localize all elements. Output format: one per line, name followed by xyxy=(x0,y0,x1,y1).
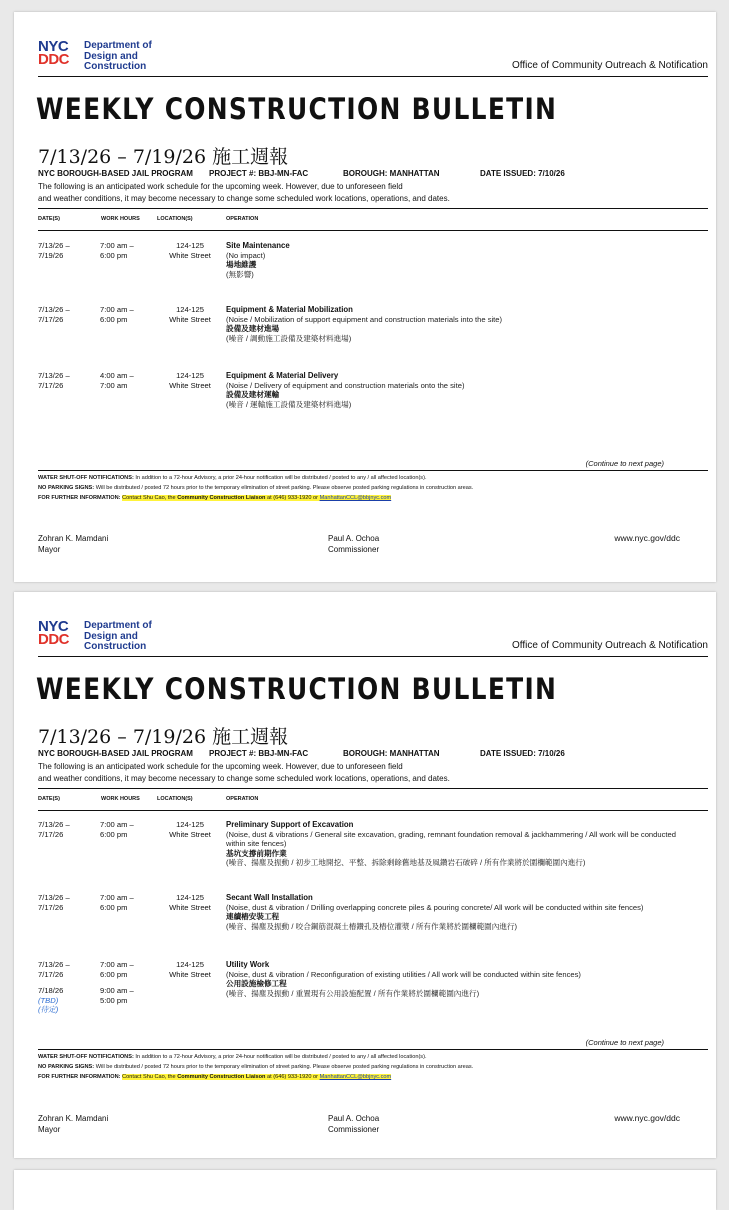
logo-nyc-text: NYC xyxy=(38,38,69,55)
header-divider xyxy=(38,656,708,657)
website-link[interactable]: www.nyc.gov/ddc xyxy=(614,533,680,543)
email-link[interactable]: ManhattanCCL@bbjnyc.com xyxy=(319,495,392,501)
footer-notices: WATER SHUT-OFF NOTIFICATIONS: In addition to a 72-hour Advisory, a prior 24-hour notification will be distributed / posted to any / all affected location(s). NO PARKING SIGNS: Will be distributed / posted 72 hours prior to the temporary elimination of street parking. Please observe posted parking regulations in construction areas. FOR FURTHER INFORMATION: Contact Shu Cao, the Community Construction Liaison at (646) 933-1920 or ManhattanCCL@bbjnyc.com xyxy=(38,475,474,501)
department-name: Department of Design and Construction xyxy=(84,40,152,72)
borough: BOROUGH: MANHATTAN xyxy=(343,749,440,758)
bulletin-title: WEEKLY CONSTRUCTION BULLETIN xyxy=(36,92,558,126)
footer-divider xyxy=(38,1049,708,1050)
operation-title: Equipment & Material Delivery xyxy=(226,371,339,380)
date-range: 7/13/26 – 7/19/26 施工週報 xyxy=(38,726,289,748)
column-header-hours: WORK HOURS xyxy=(101,796,140,802)
commissioner-signature: Paul A. Ochoa Commissioner xyxy=(328,1114,380,1134)
operation-title: Equipment & Material Mobilization xyxy=(226,305,353,314)
office-name: Office of Community Outreach & Notification xyxy=(511,60,708,71)
operation-title: Site Maintenance xyxy=(226,241,290,250)
table-top-rule xyxy=(38,208,708,209)
logo-ddc-text: DDC xyxy=(38,51,69,68)
intro-text: The following is an anticipated work schedule for the upcoming week. However, due to unforeseen field and weather conditions, it may become necessary to change some scheduled work locations, operations, and dates. xyxy=(38,762,450,783)
website-link[interactable]: www.nyc.gov/ddc xyxy=(614,1113,680,1123)
office-name: Office of Community Outreach & Notification xyxy=(511,640,708,651)
header-divider xyxy=(38,76,708,77)
bulletin-title: WEEKLY CONSTRUCTION BULLETIN xyxy=(36,672,558,706)
column-header-location: LOCATION(S) xyxy=(157,796,193,802)
logo-nyc-text: NYC xyxy=(38,618,69,635)
column-header-location: LOCATION(S) xyxy=(157,216,193,222)
nyc-ddc-logo xyxy=(38,620,158,652)
bulletin-page-1: NYC DDC Department of Design and Construction Office of Community Outreach & Notification WEEKLY CONSTRUCTION BULLETIN 7/13/26 – 7/19/26 施工週報 NYC BOROUGH-BASED JAIL PROGRAM PROJECT #: BBJ-MN-FAC BOROUGH: MANHATTAN DATE ISSUED: 7/10/26 The following is an anticipated work schedule for the upcoming week. However, due to unforeseen field and weather conditions, it may become necessary to change some scheduled work locations, operations, and dates. DATE(S) WORK HOURS LOCATION(S) OPERATION 7/13/26 – 7/19/26 7:00 am – 6:00 pm 124-125 White Street Site Maintenance (No impact) 場地維護 (無影響) 7/13/26 – 7/17/26 7:00 am – 6:00 pm 124-125 White Street Equipment & Material Mobilization (Noise / Mobilization of support equipment and construction materials into the site) 設備及建材進場 (噪音 / 調動施工設備及建築材料進場) 7/13/26 – 7/17/26 4:00 am – 7:00 am 124-125 White Street Equipment & Material Delivery (Noise / Delivery of equipment and construction materials onto the site) 設備及建材運輸 (噪音 / 運輸施工設備及建築材料進場) (Continue to next page) WATER SHUT-OFF NOTIFICATIONS: In addition to a 72-hour Advisory, a prior 24-hour notification will be distributed / posted to any / all affected location(s). NO PARKING SIGNS: Will be distributed / posted 72 hours prior to the temporary elimination of street parking. Please observe posted parking regulations in construction areas. FOR FURTHER INFORMATION: Contact Shu Cao, the Community Construction Liaison at (646) 933-1920 or ManhattanCCL@bbjnyc.com Zohran K. Mamdani Mayor Paul A. Ochoa Commissioner www.nyc.gov/ddc xyxy=(14,12,716,582)
footer-notices: WATER SHUT-OFF NOTIFICATIONS: In addition to a 72-hour Advisory, a prior 24-hour notification will be distributed / posted to any / all affected location(s). NO PARKING SIGNS: Will be distributed / posted 72 hours prior to the temporary elimination of street parking. Please observe posted parking regulations in construction areas. FOR FURTHER INFORMATION: Contact Shu Cao, the Community Construction Liaison at (646) 933-1920 or ManhattanCCL@bbjnyc.com xyxy=(38,1054,474,1080)
date-issued: DATE ISSUED: 7/10/26 xyxy=(480,749,565,758)
tbd-label-zh: (待定) xyxy=(38,1005,59,1014)
table-top-rule xyxy=(38,788,708,789)
footer-divider xyxy=(38,470,708,471)
continue-note: (Continue to next page) xyxy=(585,459,664,468)
operation-title: Secant Wall Installation xyxy=(226,893,313,902)
column-header-hours: WORK HOURS xyxy=(101,216,140,222)
tbd-label: (TBD) xyxy=(38,995,59,1005)
email-link[interactable]: ManhattanCCL@bbjnyc.com xyxy=(319,1074,392,1080)
table-header-rule xyxy=(38,230,708,231)
column-header-operation: OPERATION xyxy=(226,796,259,802)
program-name: NYC BOROUGH-BASED JAIL PROGRAM xyxy=(38,749,193,758)
intro-text: The following is an anticipated work schedule for the upcoming week. However, due to unforeseen field and weather conditions, it may become necessary to change some scheduled work locations, operations, and dates. xyxy=(38,182,450,203)
date-issued: DATE ISSUED: 7/10/26 xyxy=(480,169,565,178)
date-range: 7/13/26 – 7/19/26 施工週報 xyxy=(38,146,289,168)
continue-note: (Continue to next page) xyxy=(585,1038,664,1047)
project-number: PROJECT #: BBJ-MN-FAC xyxy=(209,749,309,758)
bulletin-page-3-partial xyxy=(14,1170,716,1210)
logo-ddc-text: DDC xyxy=(38,631,69,648)
column-header-operation: OPERATION xyxy=(226,216,259,222)
mayor-signature: Zohran K. Mamdani Mayor xyxy=(38,534,109,554)
nyc-ddc-logo xyxy=(38,40,158,72)
project-number: PROJECT #: BBJ-MN-FAC xyxy=(209,169,309,178)
department-name: Department of Design and Construction xyxy=(84,620,152,652)
column-header-dates: DATE(S) xyxy=(38,796,60,802)
bulletin-page-2: NYC DDC Department of Design and Construction Office of Community Outreach & Notification WEEKLY CONSTRUCTION BULLETIN 7/13/26 – 7/19/26 施工週報 NYC BOROUGH-BASED JAIL PROGRAM PROJECT #: BBJ-MN-FAC BOROUGH: MANHATTAN DATE ISSUED: 7/10/26 The following is an anticipated work schedule for the upcoming week. However, due to unforeseen field and weather conditions, it may become necessary to change some scheduled work locations, operations, and dates. DATE(S) WORK HOURS LOCATION(S) OPERATION 7/13/26 – 7/17/26 7:00 am – 6:00 pm 124-125 White Street Preliminary Support of Excavation (Noise, dust & vibrations / General site excavation, grading, remnant foundation removal & jackhammering / All work will be conducted within site fences) 基坑支撐前期作業 (噪音、揚塵及振動 / 初步工地開挖、平整、拆除剩餘舊地基及風鑽岩石破碎 / 所有作業將於圍欄範圍內進行) 7/13/26 – 7/17/26 7:00 am – 6:00 pm 124-125 White Street Secant Wall Installation (Noise, dust & vibration / Drilling overlapping concrete piles & pouring concrete/ All work will be conducted within site fences) 連續樁安裝工程 (噪音、揚塵及振動 / 咬合鋼筋混凝土樁鑽孔及樁位灌漿 / 所有作業將於圍欄範圍內進行) 7/13/26 – 7/17/26 7/18/26 (TBD) (待定) 7:00 am – 6:00 pm 9:00 am – 5:00 pm 124-125 White Street Utility Work (Noise, dust & vibration / Reconfiguration of existing utilities / All work will be conducted within site fences) 公用設施檢修工程 (噪音、揚塵及振動 / 重置現有公用設施配置 / 所有作業將於圍欄範圍內進行) (Continue to next page) WATER SHUT-OFF NOTIFICATIONS: In addition to a 72-hour Advisory, a prior 24-hour notification will be distributed / posted to any / all affected location(s). NO PARKING SIGNS: Will be distributed / posted 72 hours prior to the temporary elimination of street parking. Please observe posted parking regulations in construction areas. FOR FURTHER INFORMATION: Contact Shu Cao, the Community Construction Liaison at (646) 933-1920 or ManhattanCCL@bbjnyc.com Zohran K. Mamdani Mayor Paul A. Ochoa Commissioner www.nyc.gov/ddc xyxy=(14,592,716,1158)
column-header-dates: DATE(S) xyxy=(38,216,60,222)
commissioner-signature: Paul A. Ochoa Commissioner xyxy=(328,534,380,554)
mayor-signature: Zohran K. Mamdani Mayor xyxy=(38,1114,109,1134)
program-name: NYC BOROUGH-BASED JAIL PROGRAM xyxy=(38,169,193,178)
operation-title: Utility Work xyxy=(226,960,270,969)
borough: BOROUGH: MANHATTAN xyxy=(343,169,440,178)
operation-title: Preliminary Support of Excavation xyxy=(226,820,354,829)
table-header-rule xyxy=(38,810,708,811)
